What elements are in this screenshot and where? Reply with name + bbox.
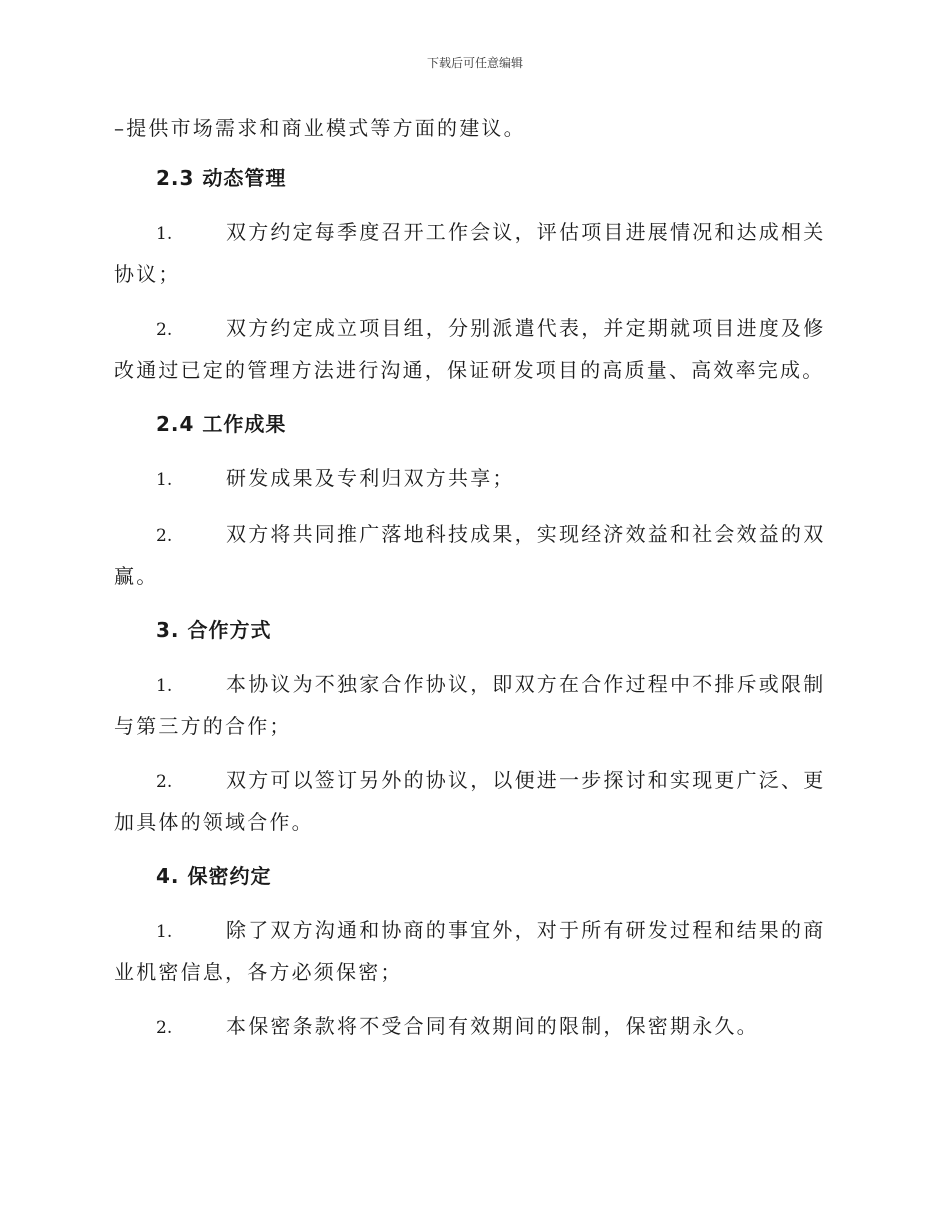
item-number: 2.	[156, 772, 173, 792]
list-item	[114, 1006, 836, 1048]
item-text: 双方约定成立项目组，分别派遣代表，并定期就项目进度及修改通过已定的管理方法进行沟通，保证研发项目的高质量、高效率完成。	[114, 316, 826, 382]
document-body	[114, 108, 836, 1062]
item-number: 1.	[156, 922, 173, 942]
item-number: 1.	[156, 676, 173, 696]
list-item	[114, 212, 836, 294]
item-number: 2.	[156, 320, 173, 340]
section-heading-2-3: 2.3 动态管理	[156, 166, 287, 190]
list-item	[114, 910, 836, 992]
item-text: 本保密条款将不受合同有效期间的限制，保密期永久。	[226, 1014, 759, 1038]
item-number: 1.	[156, 470, 173, 490]
item-text: 双方将共同推广落地科技成果，实现经济效益和社会效益的双赢。	[114, 522, 826, 588]
intro-line: –提供市场需求和商业模式等方面的建议。	[114, 116, 526, 140]
list-item	[114, 514, 836, 596]
list-item	[114, 760, 836, 842]
item-text: 双方可以签订另外的协议，以便进一步探讨和实现更广泛、更加具体的领域合作。	[114, 768, 826, 834]
item-number: 2.	[156, 1018, 173, 1038]
page-header: 下载后可任意编辑	[426, 56, 523, 70]
section-heading-4: 4. 保密约定	[156, 864, 272, 888]
section-heading-3: 3. 合作方式	[156, 618, 272, 642]
item-text: 研发成果及专利归双方共享；	[226, 466, 515, 490]
section-heading-2-4: 2.4 工作成果	[156, 412, 287, 436]
item-text: 双方约定每季度召开工作会议，评估项目进展情况和达成相关协议；	[114, 220, 826, 286]
list-item	[114, 664, 836, 746]
item-number: 1.	[156, 224, 173, 244]
item-number: 2.	[156, 526, 173, 546]
item-text: 本协议为不独家合作协议，即双方在合作过程中不排斥或限制与第三方的合作；	[114, 672, 826, 738]
list-item	[114, 308, 836, 390]
list-item	[114, 458, 836, 500]
item-text: 除了双方沟通和协商的事宜外，对于所有研发过程和结果的商业机密信息，各方必须保密；	[114, 918, 826, 984]
